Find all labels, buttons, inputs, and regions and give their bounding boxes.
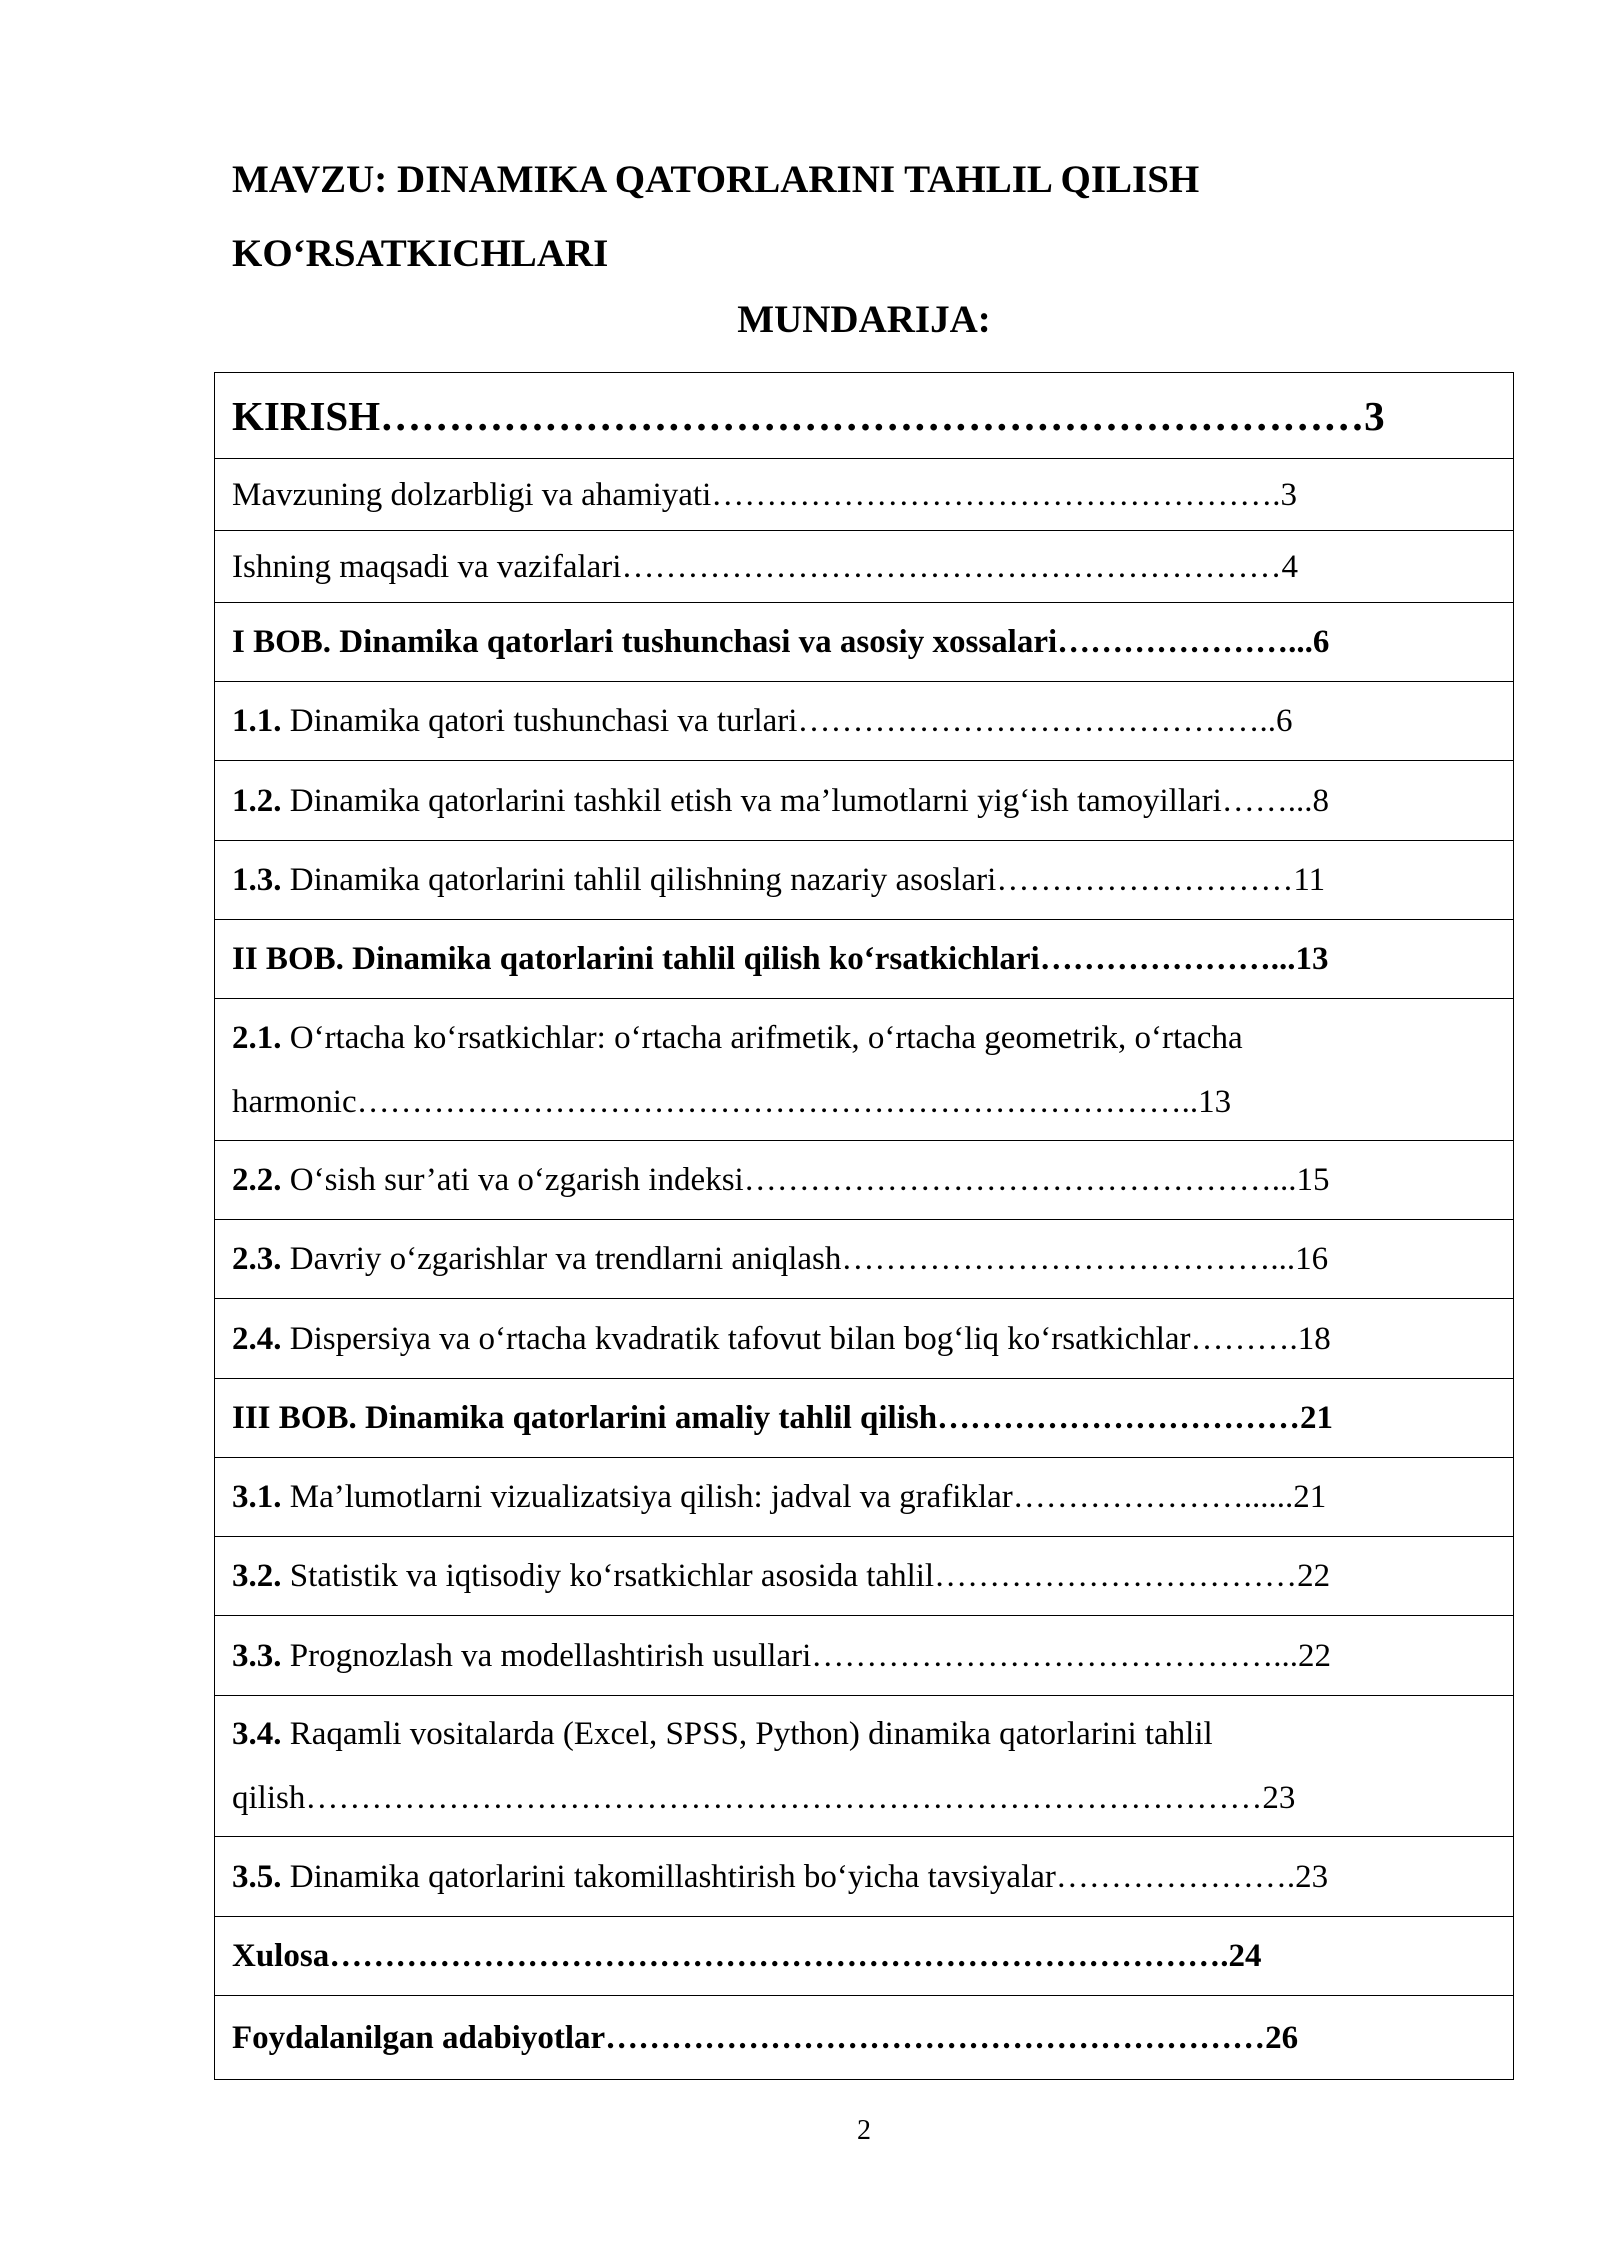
toc-row-adabiyotlar	[215, 1996, 1513, 2079]
toc-row-bob-3	[215, 1379, 1513, 1458]
section-title: Dinamika qatorlarini takomillashtirish bo‘yicha tavsiyalar………………….23	[281, 1858, 1329, 1895]
toc-entry: Mavzuning dolzarbligi va ahamiyati…………………………………………….3	[232, 476, 1298, 513]
section-number: 3.2.	[232, 1558, 282, 1594]
toc-row-bob-2	[215, 920, 1513, 999]
toc-row-maqsad	[215, 531, 1513, 603]
toc-row-2-3	[215, 1220, 1513, 1299]
toc-row-2-4	[215, 1299, 1513, 1379]
document-title	[232, 143, 1432, 291]
toc-row-dolzarblik	[215, 459, 1513, 531]
toc-row-3-5	[215, 1837, 1513, 1917]
toc-entry: II BOB. Dinamika qatorlarini tahlil qilish ko‘rsatkichlari…………………...13	[232, 941, 1329, 977]
toc-row-1-1	[215, 682, 1513, 761]
toc-row-bob-1	[215, 603, 1513, 682]
section-number: 1.3.	[232, 862, 282, 898]
section-number: 3.4.	[232, 1716, 282, 1752]
table-of-contents	[214, 372, 1514, 2080]
toc-row-3-4	[215, 1696, 1513, 1837]
section-title: O‘rtacha ko‘rsatkichlar: o‘rtacha arifmetik, o‘rtacha geometrik, o‘rtacha	[281, 1019, 1243, 1056]
title-line-2: KO‘RSATKICHLARI	[232, 232, 609, 275]
section-number: 3.1.	[232, 1479, 282, 1515]
section-number: 2.2.	[232, 1162, 282, 1198]
page-number: 2	[857, 2115, 871, 2146]
toc-row-kirish	[215, 373, 1513, 459]
section-number: 2.1.	[232, 1019, 282, 1056]
section-title: Dispersiya va o‘rtacha kvadratik tafovut bilan bog‘liq ko‘rsatkichlar……….18	[281, 1320, 1331, 1357]
toc-heading: MUNDARIJA:	[737, 298, 991, 341]
section-number: 2.3.	[232, 1241, 282, 1277]
toc-row-3-2	[215, 1537, 1513, 1616]
toc-row-1-3	[215, 841, 1513, 920]
section-title: Prognozlash va modellashtirish usullari……………………………………...22	[281, 1637, 1332, 1674]
section-number: 3.5.	[232, 1858, 282, 1895]
toc-row-3-3	[215, 1616, 1513, 1696]
title-line-1: MAVZU: DINAMIKA QATORLARINI TAHLIL QILISH	[232, 158, 1200, 201]
section-title: Raqamli vositalarda (Excel, SPSS, Python) dinamika qatorlarini tahlil	[281, 1716, 1213, 1752]
toc-entry: Foydalanilgan adabiyotlar……………………………………………………26	[232, 2019, 1299, 2056]
section-title-continued: harmonic…………………………………………………………………..13	[232, 1083, 1232, 1120]
section-title: Dinamika qatorlarini tahlil qilishning nazariy asoslari………………………11	[281, 862, 1326, 898]
toc-entry: III BOB. Dinamika qatorlarini amaliy tahlil qilish……………………………21	[232, 1400, 1334, 1436]
toc-entry: Ishning maqsadi va vazifalari……………………………………………………4	[232, 548, 1298, 585]
toc-row-3-1	[215, 1458, 1513, 1537]
section-title: Dinamika qatorlarini tashkil etish va ma’lumotlarni yig‘ish tamoyillari……...8	[281, 782, 1330, 819]
section-title: Ma’lumotlarni vizualizatsiya qilish: jadval va grafiklar…………………......21	[281, 1479, 1327, 1515]
section-number: 1.2.	[232, 782, 282, 819]
toc-entry: KIRISH………………………………………………………………3	[232, 392, 1385, 439]
toc-row-2-1	[215, 999, 1513, 1141]
section-title: Davriy o‘zgarishlar va trendlarni aniqlash…………………………………...16	[281, 1241, 1329, 1277]
section-title: Dinamika qatori tushunchasi va turlari……………………………………..6	[281, 703, 1293, 739]
toc-row-xulosa	[215, 1917, 1513, 1996]
section-number: 3.3.	[232, 1637, 282, 1674]
toc-row-2-2	[215, 1141, 1513, 1220]
section-number: 1.1.	[232, 703, 282, 739]
section-title: O‘sish sur’ati va o‘zgarish indeksi…………………………………………...15	[281, 1162, 1330, 1198]
toc-row-1-2	[215, 761, 1513, 841]
section-number: 2.4.	[232, 1320, 282, 1357]
toc-entry: I BOB. Dinamika qatorlari tushunchasi va asosiy xossalari…………………...6	[232, 624, 1330, 660]
toc-entry: Xulosa……………………………………………………………………….24	[232, 1938, 1262, 1974]
section-title: Statistik va iqtisodiy ko‘rsatkichlar asosida tahlil……………………………22	[281, 1558, 1331, 1594]
section-title-continued: qilish……………………………………………………………………………23	[232, 1780, 1296, 1816]
